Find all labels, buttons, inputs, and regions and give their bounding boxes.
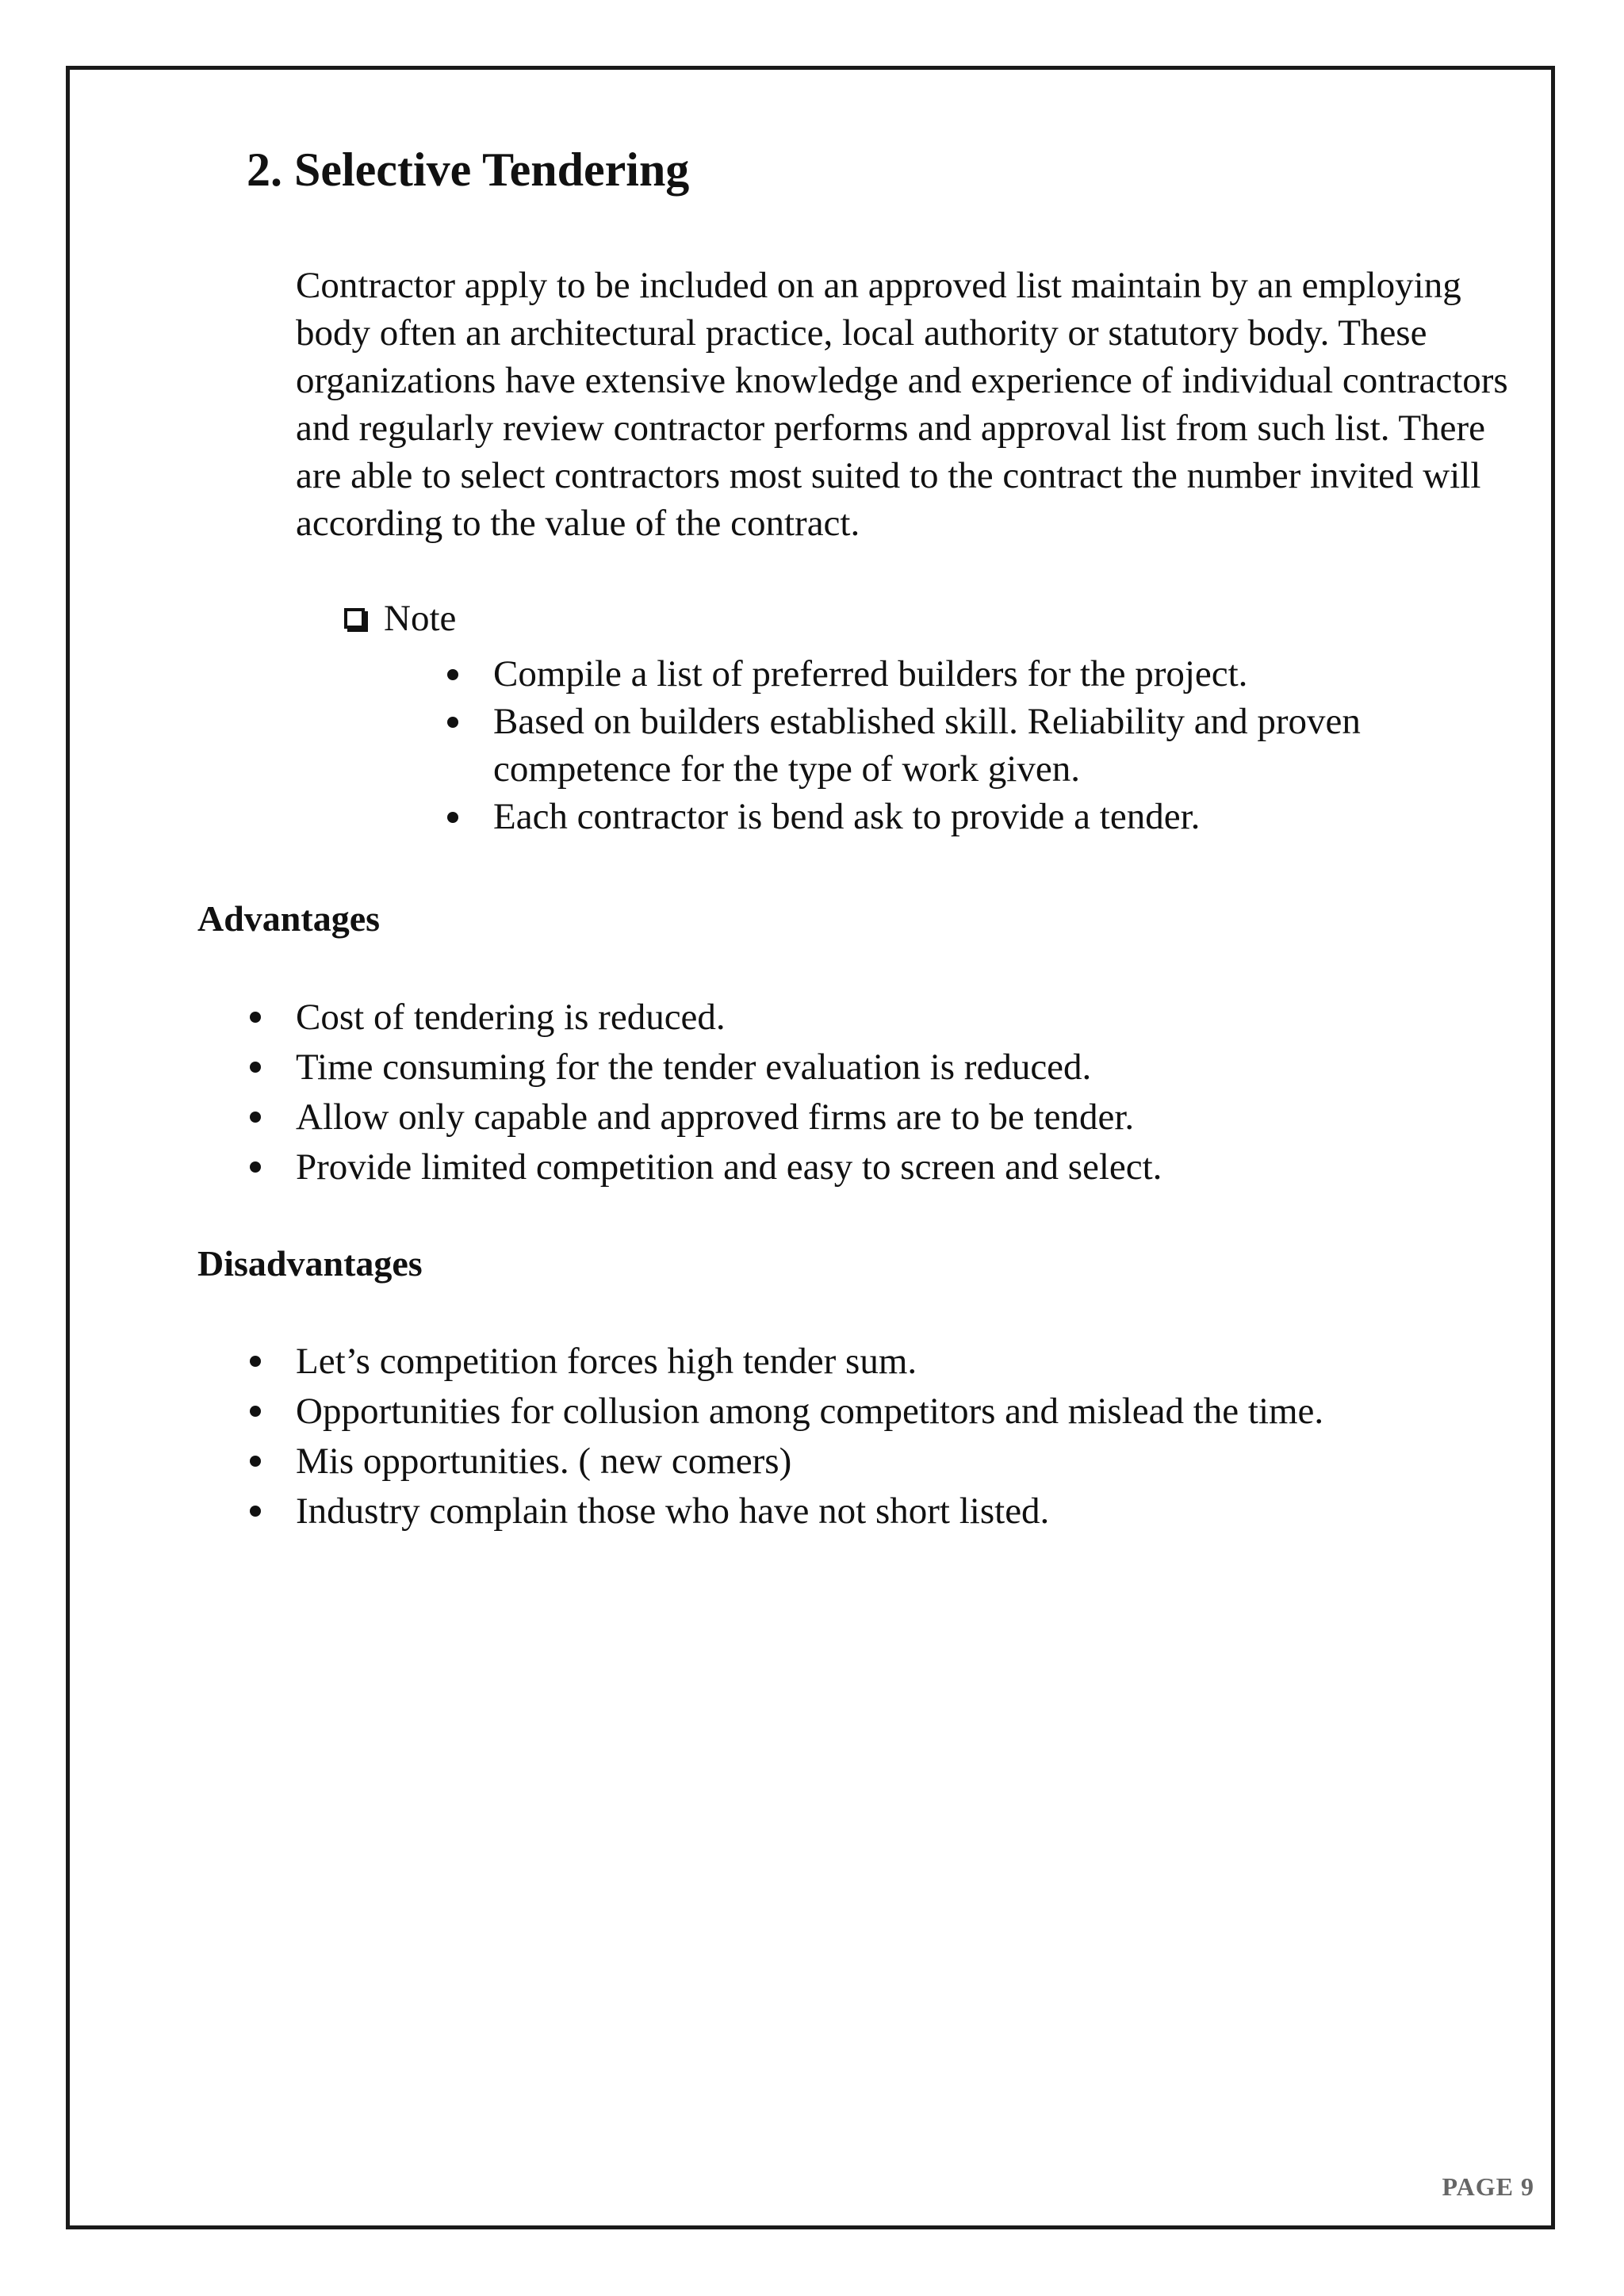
list-item-text: Based on builders established skill. Reliability and proven competence for the type of work given. [493, 701, 1361, 790]
list-item [444, 698, 1475, 793]
list-item-text: Mis opportunities. ( new comers) [296, 1441, 792, 1482]
list-item-text: Cost of tendering is reduced. [296, 997, 726, 1038]
list-item-text: Industry complain those who have not short listed. [296, 1490, 1050, 1532]
list-item-text: Let’s competition forces high tender sum. [296, 1341, 917, 1382]
list-item [247, 1337, 1476, 1387]
bullet-icon [250, 1161, 261, 1173]
list-item [444, 650, 1475, 698]
bullet-icon [447, 717, 458, 728]
bullet-icon [250, 1406, 261, 1417]
list-item-text: Each contractor is bend ask to provide a tender. [493, 796, 1201, 837]
bullet-icon [250, 1356, 261, 1367]
section-title: 2. Selective Tendering [247, 144, 690, 196]
disadvantages-heading: Disadvantages [197, 1243, 423, 1284]
note-label-row [344, 595, 456, 642]
list-item [247, 1487, 1476, 1536]
list-item [247, 1093, 1476, 1142]
checkbox-icon [344, 608, 365, 629]
list-item-text: Time consuming for the tender evaluation is reduced. [296, 1047, 1092, 1088]
list-item-text: Allow only capable and approved firms are to be tender. [296, 1096, 1135, 1138]
list-item [247, 1142, 1476, 1192]
bullet-icon [250, 1506, 261, 1517]
list-item [247, 993, 1476, 1043]
bullet-icon [250, 1112, 261, 1123]
list-item [247, 1043, 1476, 1093]
bullet-icon [447, 812, 458, 823]
list-item [444, 793, 1475, 840]
advantages-heading: Advantages [197, 898, 381, 939]
note-label: Note [384, 598, 457, 639]
page-number: PAGE 9 [1442, 2172, 1534, 2201]
bullet-icon [250, 1456, 261, 1467]
disadvantages-list [247, 1337, 1476, 1536]
note-list [444, 650, 1475, 840]
intro-paragraph: Contractor apply to be included on an approved list maintain by an employing body often an architectural practice, local authority or statutory body. These organizations have extensive knowledge and experience of individual contractors and regularly review contractor performs and approval list from such list. There are able to select contractors most suited to the contract the number invited will according to the value of the contract. [296, 265, 1508, 544]
list-item-text: Compile a list of preferred builders for the project. [493, 653, 1248, 695]
list-item [247, 1437, 1476, 1487]
bullet-icon [447, 669, 458, 680]
list-item-text: Provide limited competition and easy to screen and select. [296, 1146, 1162, 1188]
bullet-icon [250, 1012, 261, 1023]
list-item-text: Opportunities for collusion among competitors and mislead the time. [296, 1391, 1324, 1432]
list-item [247, 1387, 1476, 1437]
bullet-icon [250, 1062, 261, 1073]
advantages-list [247, 993, 1476, 1192]
